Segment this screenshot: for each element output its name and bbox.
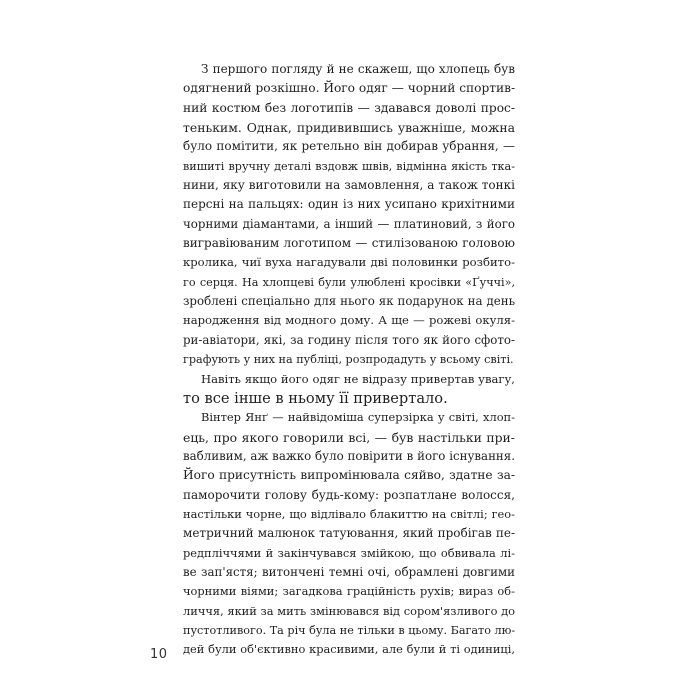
text-line-10: вигравіюваним логотипом — стилізованою головою xyxy=(183,236,515,251)
text-line-25: метричний малюнок татуювання, який пробігав пе- xyxy=(183,526,515,541)
text-line-30: пустотливого. Та річ була не тільки в цьому. Багато лю- xyxy=(183,623,516,637)
text-line-28: чорними віями; загадкова граційність рухів; вираз об- xyxy=(183,584,515,599)
text-line-3: ний костюм без логотипів — здавався доволі прос- xyxy=(183,100,515,115)
text-line-22: Його присутність випромінювала сяйво, здатне за- xyxy=(183,468,515,483)
text-line-17: Навіть якщо його одяг не відразу привертав увагу, xyxy=(201,371,515,386)
text-line-8: персні на пальцях: один із них усипано крихітними xyxy=(183,197,515,212)
text-line-7: нини, яку виготовили на замовлення, а також тонкі xyxy=(183,178,515,193)
body-text xyxy=(183,60,515,660)
page-number: 10 xyxy=(150,647,168,662)
text-line-4: теньким. Однак, придивившись уважніше, можна xyxy=(183,120,515,136)
text-line-23: паморочити голову будь-кому: розпатлане волосся, xyxy=(183,487,515,502)
text-line-31: дей були об'єктивно красивими, але були й ті одиниці, xyxy=(183,642,515,657)
text-line-2: одягнений розкішно. Його одяг — чорний спортив- xyxy=(183,81,516,96)
text-line-20: ець, про якого говорили всі, — був настільки при- xyxy=(183,429,515,445)
text-line-15: ри-авіатори, які, за годину після того як його сфото- xyxy=(183,332,515,347)
text-line-11: кролика, чиї вуха нагадували дві половинки розбито- xyxy=(183,255,515,270)
text-line-13: зроблені спеціально для нього як подарунок на день xyxy=(183,294,515,309)
text-line-9: чорними діамантами, а інший — платиновий, з його xyxy=(183,216,515,231)
text-line-18: то все інше в ньому її привертало. xyxy=(183,389,448,407)
text-line-24: настільки чорне, що відлівало блакиттю на світлі; гео- xyxy=(183,506,515,521)
text-line-6: вишиті вручну деталі вздовж швів, відмінна якість тка- xyxy=(183,159,515,173)
text-line-27: ве зап'ястя; витончені темні очі, обрамлені довгими xyxy=(183,564,515,579)
text-line-29: личчя, який за мить змінювався від сором'язливого до xyxy=(183,603,515,618)
text-line-12: го серця. На хлопцеві були улюблені кросівки «Ґуччі», xyxy=(183,275,515,289)
text-line-21: вабливим, аж важко було повірити в його існування. xyxy=(183,448,515,463)
text-line-19: Вінтер Янґ — найвідоміша суперзірка у світі, хлоп- xyxy=(201,410,515,425)
text-line-1: З першого погляду й не скажеш, що хлопець був xyxy=(201,62,515,76)
text-line-16: графують у них на публіці, розпродадуть у всьому світі. xyxy=(183,353,514,367)
text-line-26: редпліччями й закінчувався змійкою, що обвивала лі- xyxy=(183,545,515,560)
text-line-5: було помітити, як ретельно він добирав убрання, — xyxy=(183,139,515,154)
text-line-14: народження від модного дому. А ще — рожеві окуля- xyxy=(183,313,515,328)
